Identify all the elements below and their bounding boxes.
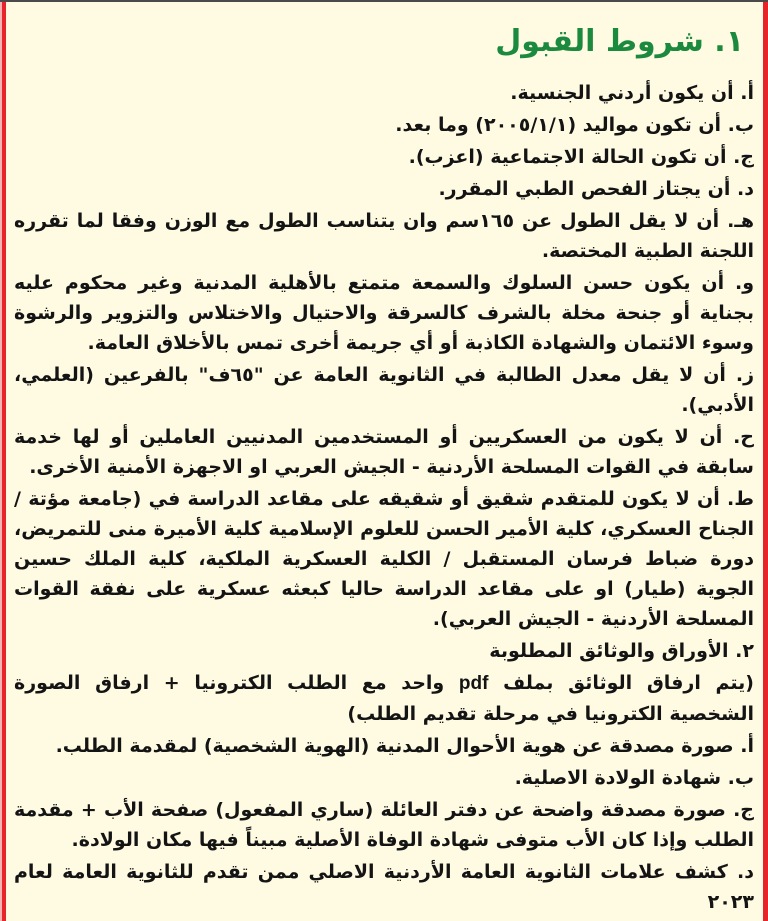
condition-item: ط. أن لا يكون للمتقدم شقيق أو شقيقه على مقاعد الدراسة في (جامعة مؤتة / الجناح العسكري، كلية الأمير الحسن للعلوم الإسلامية كلية الأميرة منى للتمريض، دورة ضباط فرسان المستقبل / الكلية العسكرية الملكية، كلية الملك حسين الجوية (طيار) او على مقاعد الدراسة حاليا كبعثه عسكرية على نفقة القوات المسلحة الأردنية - الجيش العربي). (14, 488, 754, 630)
section1-title: ١. شروط القبول (495, 24, 744, 59)
right-border (763, 2, 768, 921)
document-item: ب. شهادة الولادة الاصلية. (514, 767, 754, 789)
condition-item: ح. أن لا يكون من العسكريين أو المستخدمين المدنيين العاملين أو لها خدمة سابقة في القوات المسلحة الأردنية - الجيش العربي او الاجهزة الأمنية الأخرى. (14, 426, 754, 478)
condition-item: أ. أن يكون أردني الجنسية. (510, 82, 754, 104)
condition-item: ز. أن لا يقل معدل الطالبة في الثانوية العامة عن "٦٥ف" بالفرعين (العلمي، الأدبي). (14, 364, 755, 416)
left-border (2, 2, 6, 921)
condition-item: د. أن يجتاز الفحص الطبي المقرر. (438, 178, 754, 200)
condition-item: هـ. أن لا يقل الطول عن ١٦٥سم وان يتناسب الطول مع الوزن وفقا لما تقرره اللجنة الطبية المختصة. (14, 210, 754, 262)
note-pdf: pdf (458, 673, 489, 694)
document-item: د. كشف علامات الثانوية العامة الأردنية الاصلي ممن تقدم للثانوية العامة لعام ٢٠٢٣ (14, 861, 754, 913)
note-after: واحد مع الطلب الكترونيا + ارفاق الصورة الشخصية الكترونيا في مرحلة تقديم الطلب) (14, 672, 754, 725)
section2-title: ٢. الأوراق والوثائق المطلوبة (489, 640, 754, 662)
condition-item: ب. أن تكون مواليد (٢٠٠٥/١/١) وما بعد. (395, 114, 754, 136)
section2-note (14, 668, 754, 729)
document-item: أ. صورة مصدقة عن هوية الأحوال المدنية (الهوية الشخصية) لمقدمة الطلب. (55, 735, 754, 757)
condition-item: و. أن يكون حسن السلوك والسمعة متمتع بالأهلية المدنية وغير محكوم عليه بجناية أو جنحة مخلة بالشرف كالسرقة والاحتيال والاختلاس والتزوير والرشوة وسوء الائتمان والشهادة الكاذبة أو أي جريمة أخرى تمس بالأخلاق العامة. (14, 272, 754, 354)
document-content (14, 22, 754, 919)
document-item: ج. صورة مصدقة واضحة عن دفتر العائلة (ساري المفعول) صفحة الأب + مقدمة الطلب وإذا كان الأب متوفى شهادة الوفاة الأصلية مبيناً فيها مكان الولادة. (14, 799, 754, 851)
note-before: (يتم ارفاق الوثائق بملف (503, 672, 754, 694)
top-bar (0, 0, 768, 2)
condition-item: ج. أن تكون الحالة الاجتماعية (اعزب). (408, 146, 754, 168)
